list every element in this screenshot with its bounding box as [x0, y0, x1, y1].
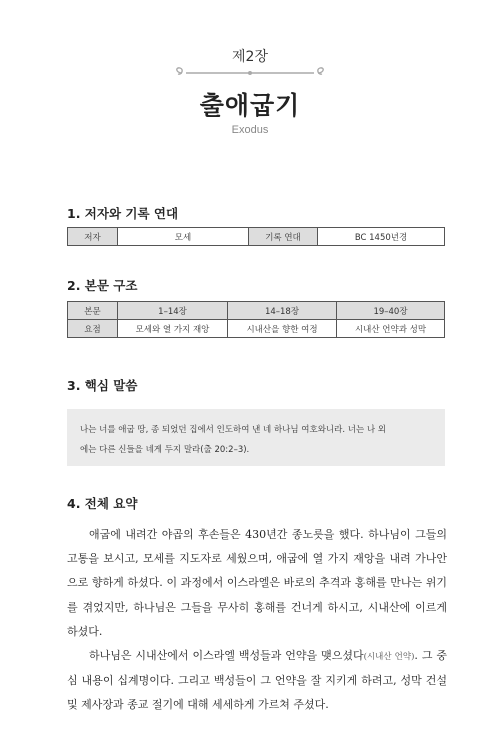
section-heading-key-verse: 3. 핵심 말씀: [67, 378, 138, 393]
author-table: [67, 227, 445, 246]
summary-paragraph: 애굽에 내려간 야곱의 후손들은 430년간 종노릇을 했다. 하나님이 그들의 고통을 보시고, 모세를 지도자로 세웠으며, 애굽에 열 가지 재앙을 내려 가나안으로 향하게 하셨다. 이 과정에서 이스라엘은 바로의 추격과 홍해를 만나는 위기를 겪었지만, 하나님은 그들을 무사히 홍해를 건너게 하시고, 시내산에 이르게 하셨다.: [67, 528, 447, 638]
summary-paragraph: [67, 644, 447, 718]
summary-body: [67, 523, 447, 718]
table-cell: 시내산을 향한 여정: [228, 320, 337, 338]
table-cell: 모세와 열 가지 재앙: [118, 320, 228, 338]
table-row: [68, 320, 445, 338]
table-cell: 저자: [68, 228, 118, 246]
scripture-reference: (시내산 언약): [363, 652, 415, 663]
summary-text: 하나님은 시내산에서 이스라엘 백성들과 언약을 맺으셨다: [89, 649, 364, 663]
chapter-subtitle: Exodus: [231, 124, 269, 136]
table-cell: 본문: [68, 302, 118, 320]
table-cell: 19–40장: [337, 302, 445, 320]
section-heading-summary: 4. 전체 요약: [67, 496, 138, 511]
chapter-label: 제2장: [232, 49, 268, 65]
key-verse-box: [67, 409, 445, 466]
table-cell: 1–14장: [118, 302, 228, 320]
table-cell: BC 1450년경: [318, 228, 445, 246]
section-heading-author: 1. 저자와 기록 연대: [67, 206, 179, 221]
structure-table: [67, 301, 445, 338]
key-verse-line: 나는 너를 애굽 땅, 종 되었던 집에서 인도하여 낸 네 하나님 여호와니라. 너는 나 외: [80, 425, 386, 435]
table-cell: 기록 연대: [249, 228, 318, 246]
section-heading-structure: 2. 본문 구조: [67, 278, 138, 293]
table-cell: 모세: [118, 228, 249, 246]
table-cell: 요점: [68, 320, 118, 338]
table-cell: 14–18장: [228, 302, 337, 320]
summary-text: . 그 중심 내용이 십계명이다. 그리고 백성들이 그 언약을 잘 지키게 하려고, 성막 건설 및 제사장과 종교 절기에 대해 세세하게 가르쳐 주셨다.: [67, 649, 447, 712]
table-row: [68, 302, 445, 320]
key-verse-line: 에는 다른 신들을 네게 두지 말라(출 20:2–3).: [80, 445, 250, 455]
table-row: [68, 228, 445, 246]
ornament-divider-icon: [172, 66, 328, 80]
chapter-title: 출애굽기: [199, 91, 301, 120]
table-cell: 시내산 언약과 성막: [337, 320, 445, 338]
